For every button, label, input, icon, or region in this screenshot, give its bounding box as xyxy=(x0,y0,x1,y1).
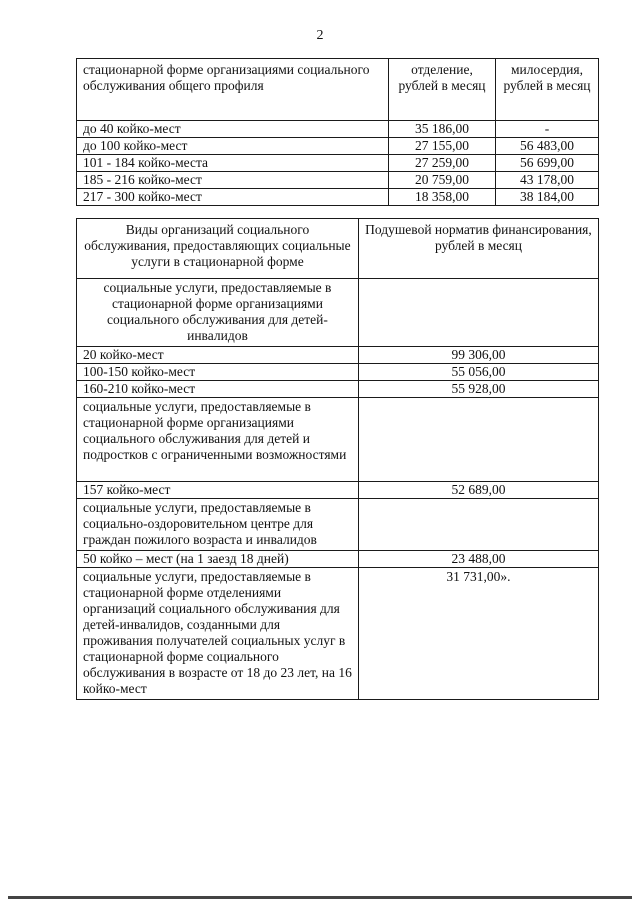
row-label: до 40 койко-мест xyxy=(77,121,389,138)
row-value-mercy: 56 483,00 xyxy=(496,138,599,155)
page-number: 2 xyxy=(316,28,324,43)
scan-edge-line xyxy=(8,896,632,899)
header-cell-department: отделение, рублей в месяц xyxy=(388,59,495,121)
row-value-department: 20 759,00 xyxy=(388,172,495,189)
table-row xyxy=(77,155,599,172)
row-label: 185 - 216 койко-мест xyxy=(77,172,389,189)
group-row-children-disabled xyxy=(77,279,599,347)
row-value: 55 056,00 xyxy=(358,364,598,381)
row-value-mercy: 43 178,00 xyxy=(496,172,599,189)
row-label: 217 - 300 койко-мест xyxy=(77,189,389,206)
group-title: социальные услуги, предоставляемые в стационарной форме отделениями организаций социального обслуживания для детей-инвалидов, созданными для проживания получателей социальных услуг в стационарной форме социального обслуживания в возрасте от 18 до 23 лет, на 16 койко-мест xyxy=(77,568,359,700)
row-value-mercy: - xyxy=(496,121,599,138)
row-value: 55 928,00 xyxy=(358,381,598,398)
row-label: 20 койко-мест xyxy=(77,347,359,364)
row-label: до 100 койко-мест xyxy=(77,138,389,155)
group-empty-cell xyxy=(358,279,598,347)
table-row xyxy=(77,551,599,568)
table-row xyxy=(77,482,599,499)
group-empty-cell xyxy=(358,499,598,551)
row-value-mercy: 56 699,00 xyxy=(496,155,599,172)
table-header-row xyxy=(77,219,599,279)
header-cell-type: стационарной форме организациями социального обслуживания общего профиля xyxy=(77,59,389,121)
tariff-table-special xyxy=(76,218,599,700)
row-value-department: 35 186,00 xyxy=(388,121,495,138)
row-label: 101 - 184 койко-места xyxy=(77,155,389,172)
table-header-row xyxy=(77,59,599,121)
row-value: 31 731,00». xyxy=(358,568,598,700)
header-cell-mercy: милосердия, рублей в месяц xyxy=(496,59,599,121)
row-label: 50 койко – мест (на 1 заезд 18 дней) xyxy=(77,551,359,568)
row-value: 52 689,00 xyxy=(358,482,598,499)
group-title: социальные услуги, предоставляемые в стационарной форме организациями социального обслуживания для детей-инвалидов xyxy=(77,279,359,347)
group-empty-cell xyxy=(358,398,598,482)
table-row xyxy=(77,121,599,138)
table-row xyxy=(77,138,599,155)
header-cell-organization-types: Виды организаций социального обслуживания, предоставляющих социальные услуги в стационарной форме xyxy=(77,219,359,279)
group-row-health-center xyxy=(77,499,599,551)
row-value-mercy: 38 184,00 xyxy=(496,189,599,206)
header-cell-per-capita-norm: Подушевой норматив финансирования, рублей в месяц xyxy=(358,219,598,279)
row-value-department: 27 155,00 xyxy=(388,138,495,155)
group-title: социальные услуги, предоставляемые в социально-оздоровительном центре для граждан пожилого возраста и инвалидов xyxy=(77,499,359,551)
group-row-young-adults xyxy=(77,568,599,700)
row-label: 100-150 койко-мест xyxy=(77,364,359,381)
group-title: социальные услуги, предоставляемые в стационарной форме организациями социального обслуживания для детей и подростков с ограниченными возможностями xyxy=(77,398,359,482)
row-value-department: 18 358,00 xyxy=(388,189,495,206)
row-value: 23 488,00 xyxy=(358,551,598,568)
row-value: 99 306,00 xyxy=(358,347,598,364)
table-row xyxy=(77,347,599,364)
tariff-table-general xyxy=(76,58,599,206)
table-row xyxy=(77,172,599,189)
group-row-children-limited xyxy=(77,398,599,482)
table-row xyxy=(77,381,599,398)
row-value-department: 27 259,00 xyxy=(388,155,495,172)
table-row xyxy=(77,189,599,206)
table-row xyxy=(77,364,599,381)
row-label: 160-210 койко-мест xyxy=(77,381,359,398)
row-label: 157 койко-мест xyxy=(77,482,359,499)
